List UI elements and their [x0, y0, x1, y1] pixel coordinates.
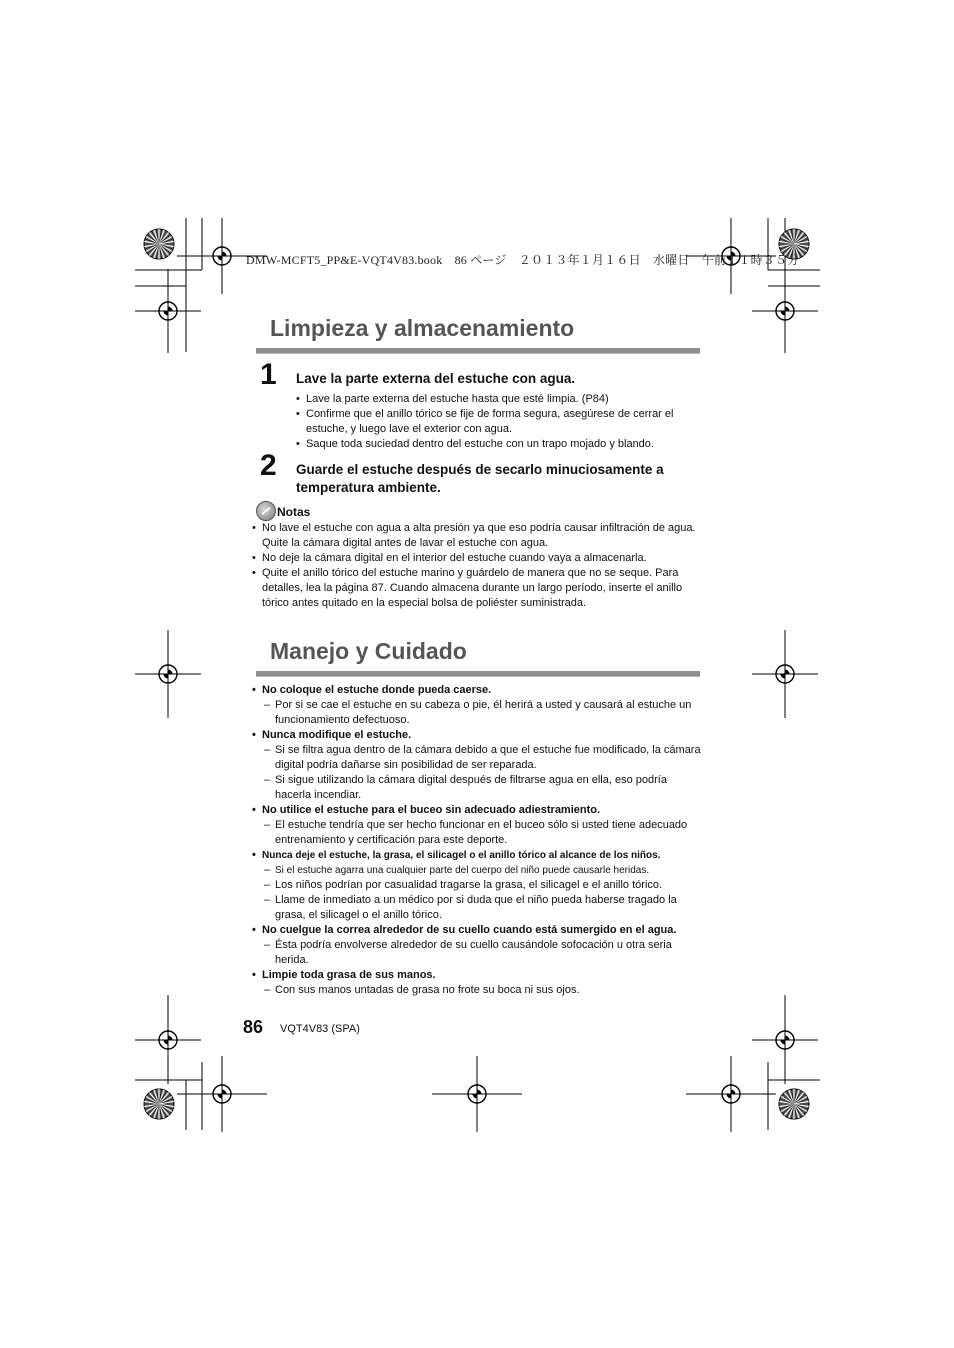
list-item: – Ésta podría envolverse alrededor de su cuello causándole sofocación u otra seria herida. [262, 938, 702, 968]
notes-icon [256, 501, 276, 521]
list-item: – El estuche tendría que ser hecho funcionar en el buceo sólo si usted tiene adecuado entrenamiento y certificación para este deporte. [262, 818, 702, 848]
care-list [262, 683, 702, 998]
list-item: • No utilice el estuche para el buceo sin adecuado adiestramiento. [262, 803, 702, 818]
step-title: Lave la parte externa del estuche con agua. [296, 371, 576, 386]
registration-crosshair [135, 996, 201, 1084]
list-item: • Nunca modifique el estuche. [262, 728, 702, 743]
list-item: – Con sus manos untadas de grasa no frote su boca ni sus ojos. [262, 983, 702, 998]
notes-list [262, 521, 702, 611]
page-number: 86 [243, 1017, 264, 1037]
registration-crosshair [752, 269, 818, 353]
section-title-cleaning: Limpieza y almacenamiento [270, 315, 575, 341]
list-item: • No cuelgue la correa alrededor de su cuello cuando está sumergido en el agua. [262, 923, 702, 938]
registration-crosshair [135, 630, 201, 718]
list-item: • No lave el estuche con agua a alta presión ya que eso podría causar infiltración de agua. Quite la cámara digital antes de lavar el estuche con agua. [262, 521, 702, 551]
list-item: – Por si se cae el estuche en su cabeza o pie, él herirá a usted y causará al estuche un funcionamiento defectuoso. [262, 698, 702, 728]
list-item: • Confirme que el anillo tórico se fije de forma segura, asegúrese de cerrar el estuche, y luego lave el exterior con agua. [306, 407, 706, 437]
registration-crosshair [686, 1056, 776, 1132]
registration-starburst [144, 1089, 174, 1119]
step-1-bullets [306, 392, 706, 452]
registration-crosshair [752, 996, 818, 1084]
notes-label: Notas [277, 505, 311, 519]
step-title: Guarde el estuche después de secarlo minuciosamente a temperatura ambiente. [296, 462, 664, 495]
list-item: – Si se filtra agua dentro de la cámara debido a que el estuche fue modificado, la cámara digital podría dañarse sin posibilidad de ser reparada. [262, 743, 702, 773]
list-item: • No deje la cámara digital en el interior del estuche cuando vaya a almacenarla. [262, 551, 702, 566]
section-title-care: Manejo y Cuidado [270, 638, 467, 664]
registration-crosshair [432, 1056, 522, 1132]
registration-crosshair [177, 1056, 267, 1132]
list-item: – Los niños podrían por casualidad tragarse la grasa, el silicagel e el anillo tórico. [262, 878, 702, 893]
list-item: • Nunca deje el estuche, la grasa, el silicagel o el anillo tórico al alcance de los niños. [262, 848, 702, 863]
list-item: • No coloque el estuche donde pueda caerse. [262, 683, 702, 698]
section-rule [256, 671, 700, 677]
print-file-slug: DMW-MCFT5_PP&E-VQT4V83.book 86 ページ ２０１３年１月１６日 水曜日 午前１１時３５分 [246, 253, 800, 267]
registration-starburst [144, 229, 174, 259]
document-code: VQT4V83 (SPA) [280, 1023, 360, 1035]
list-item: • Quite el anillo tórico del estuche marino y guárdelo de manera que no se seque. Para detalles, lea la página 87. Cuando almacena durante un largo período, inserte el anillo tórico antes quitado en la especial bolsa de poliéster suministrada. [262, 566, 702, 611]
list-item: • Limpie toda grasa de sus manos. [262, 968, 702, 983]
list-item: – Si sigue utilizando la cámara digital después de filtrarse agua en ella, eso podría hacerla incendiar. [262, 773, 702, 803]
list-item: • Saque toda suciedad dentro del estuche con un trapo mojado y blando. [306, 437, 706, 452]
list-item: – Si el estuche agarra una cualquier parte del cuerpo del niño puede causarle heridas. [262, 863, 702, 878]
step-number: 2 [260, 449, 277, 482]
section-rule [256, 348, 700, 354]
registration-crosshair [135, 269, 201, 353]
registration-starburst [779, 1089, 809, 1119]
list-item: – Llame de inmediato a un médico por si duda que el niño pueda haberse tragado la grasa, el silicagel o el anillo tórico. [262, 893, 702, 923]
list-item: • Lave la parte externa del estuche hasta que esté limpia. (P84) [306, 392, 706, 407]
step-number: 1 [260, 358, 277, 391]
registration-crosshair [752, 630, 818, 718]
